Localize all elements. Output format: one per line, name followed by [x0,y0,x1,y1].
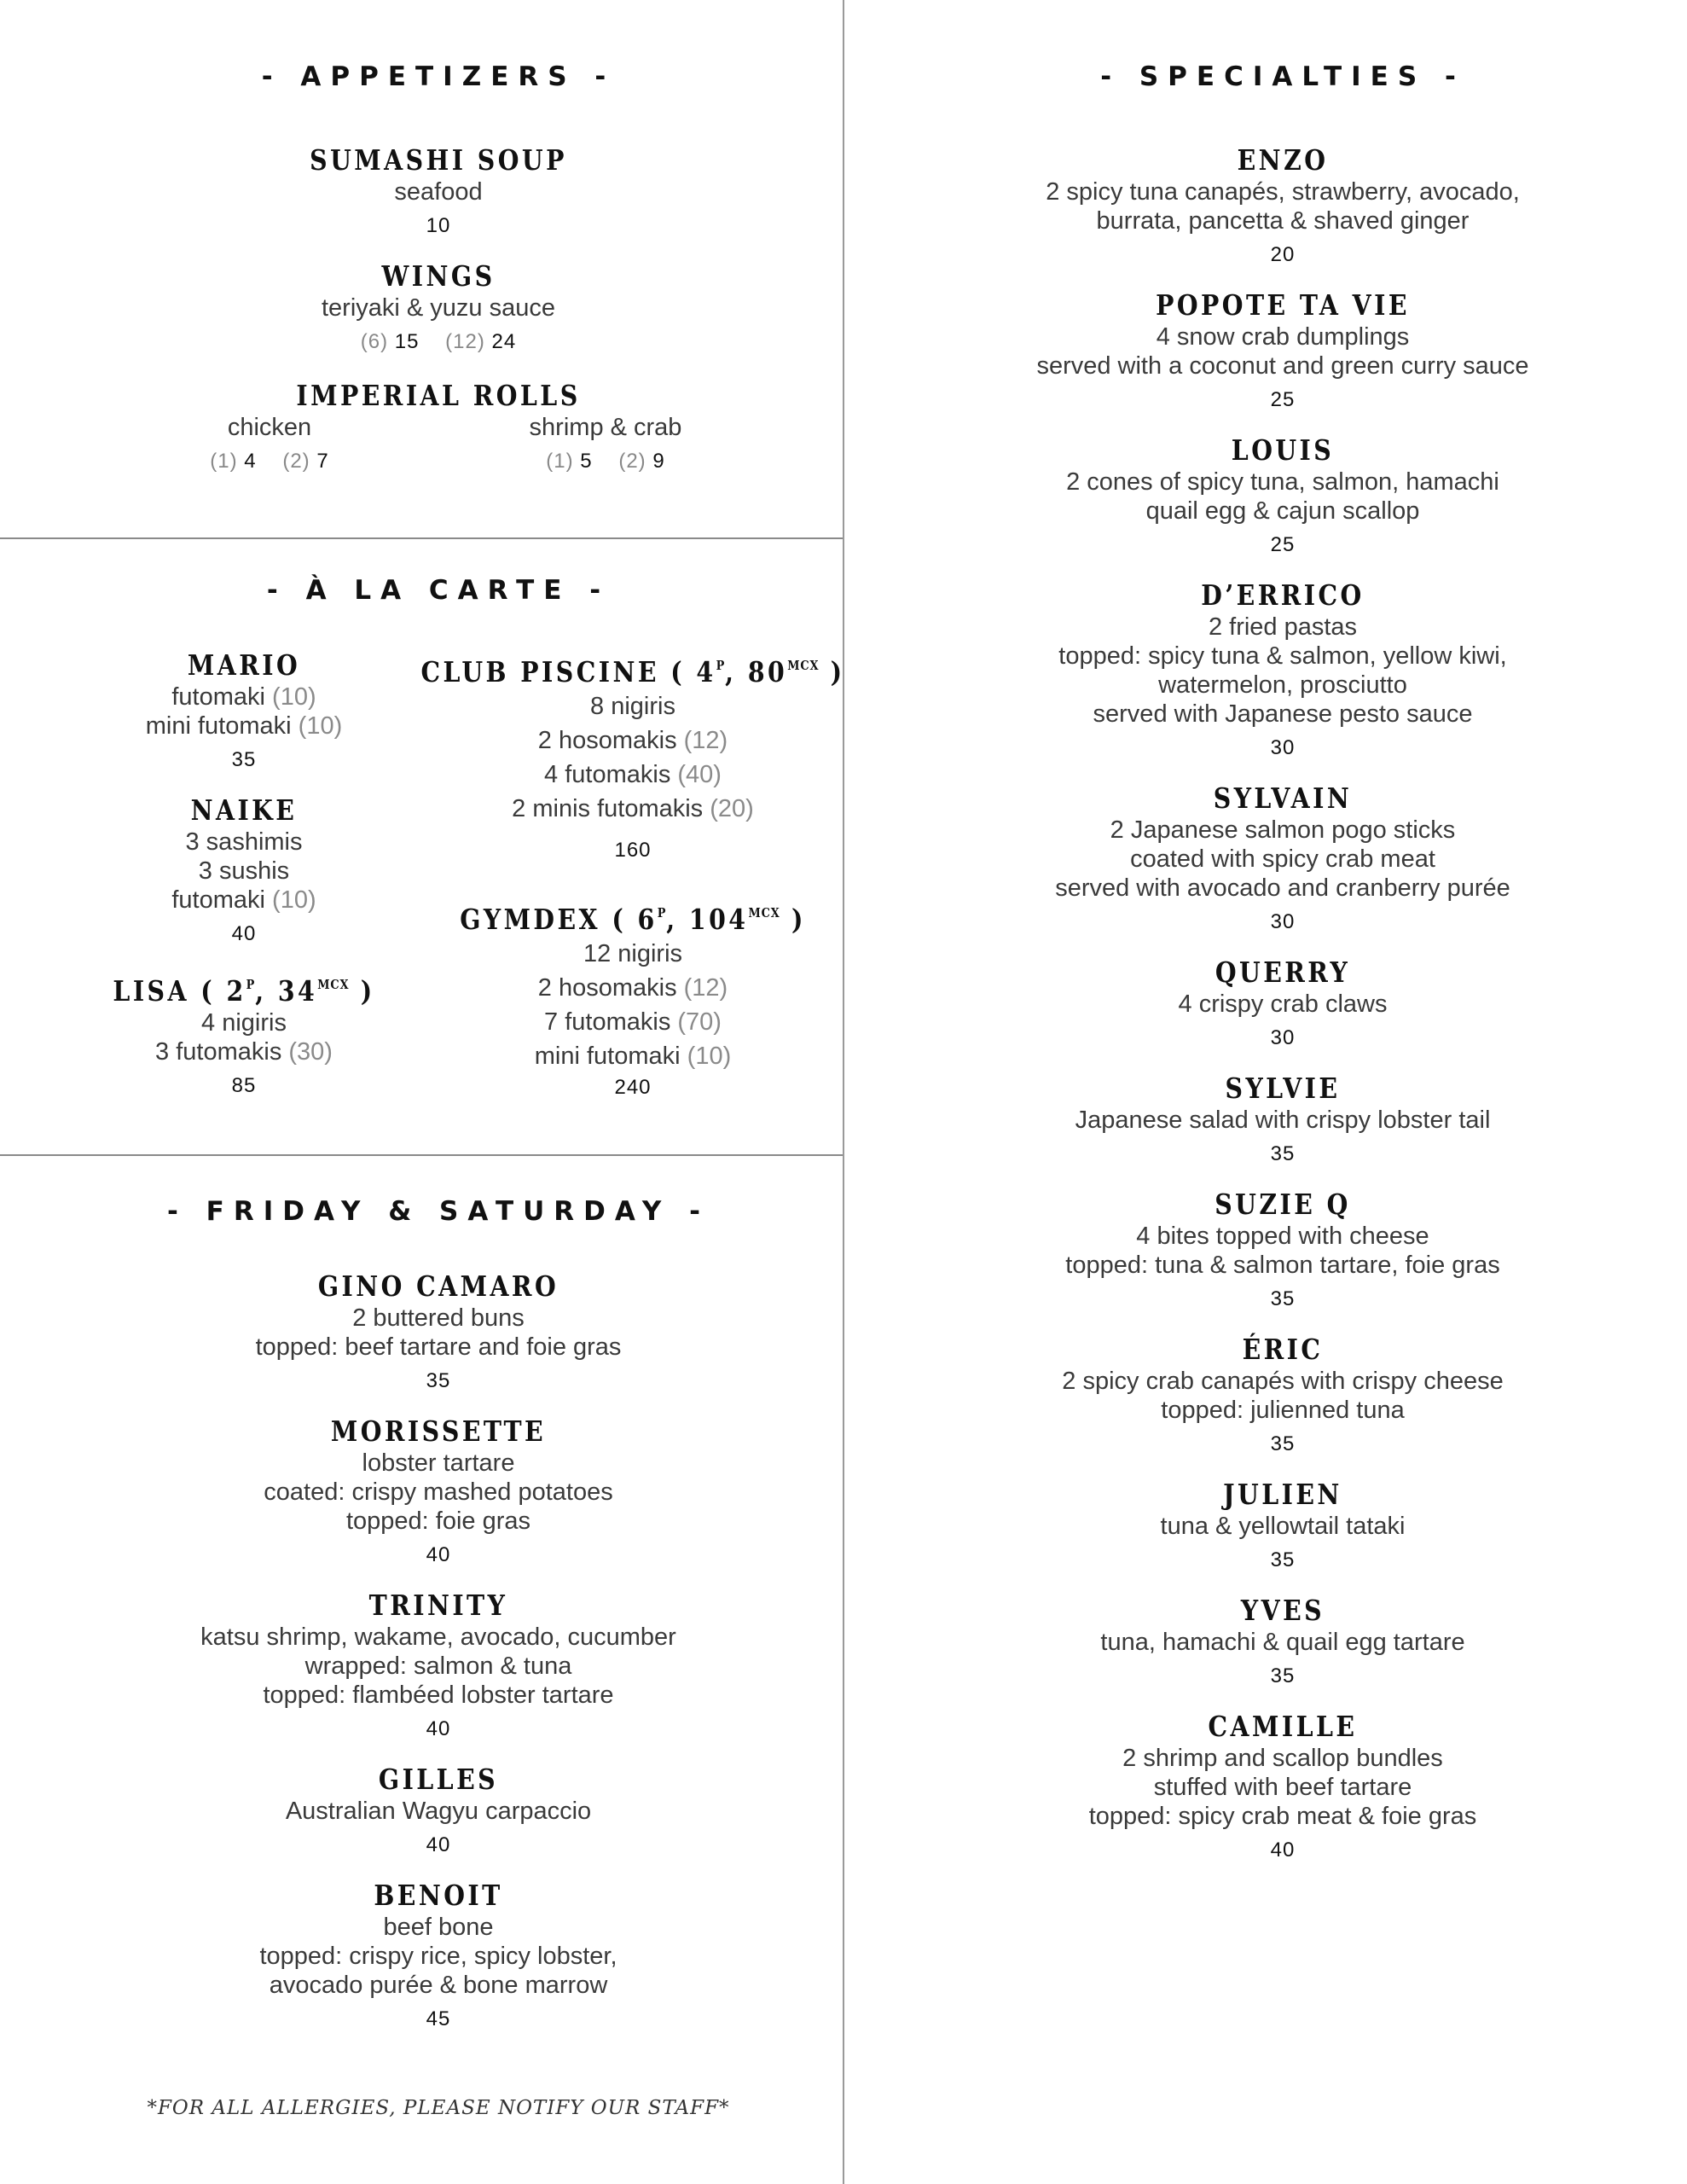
item-name: TRINITY [368,1589,508,1622]
item-name: YVES [1240,1594,1325,1627]
item-line: futomaki (10) [171,683,316,711]
item-name: NAIKE [190,793,298,827]
item-line: watermelon, prosciutto [1158,671,1407,699]
item-line: topped: spicy tuna & salmon, yellow kiwi, [1058,642,1507,670]
qty: (1) [210,450,238,473]
item-price: 40 [426,1717,451,1740]
item-enzo [1046,143,1520,270]
imperial-chicken [210,413,328,476]
item-name: SYLVAIN [1213,781,1353,815]
qty: (2) [282,450,310,473]
item-price [530,447,682,476]
item-mario [146,648,342,775]
item-name: JULIEN [1223,1478,1342,1511]
item-price: 25 [1270,533,1296,556]
item-eric [1062,1333,1503,1459]
item-derrico [1058,578,1506,763]
item-line: Australian Wagyu carpaccio [285,1798,592,1825]
item-line: Japanese salad with crispy lobster tail [1075,1107,1491,1134]
item-price: 30 [1270,910,1296,933]
item-line: 2 cones of spicy tuna, salmon, hamachi [1066,468,1499,496]
item-price: 35 [1270,1142,1296,1165]
item-gino-camaro [256,1269,622,1396]
item-line: topped: spicy crab meat & foie gras [1088,1803,1477,1830]
item-desc: teriyaki & yuzu sauce [321,294,556,322]
item-line: 2 hosomakis (12) [537,727,728,754]
price-value: 9 [652,450,665,473]
item-line: burrata, pancetta & shaved ginger [1096,207,1470,235]
item-desc: chicken [227,414,312,441]
item-price: 25 [1270,388,1296,411]
item-price: 30 [1270,736,1296,759]
heading-specialties: - SPECIALTIES - [1100,61,1465,92]
item-line: quail egg & cajun scallop [1145,497,1420,525]
item-price: 240 [614,1076,652,1099]
item-price: 160 [614,839,652,862]
item-line: topped: crispy rice, spicy lobster, [259,1943,617,1970]
item-price: 85 [231,1074,257,1097]
heading-appetizers: - APPETIZERS - [261,61,616,92]
item-line: 4 snow crab dumplings [1156,323,1410,351]
item-line: 3 futomakis (30) [155,1038,333,1066]
item-desc: shrimp & crab [529,414,682,441]
item-name: IMPERIAL ROLLS [296,379,581,412]
item-name: GILLES [378,1763,499,1796]
item-price: 35 [1270,1664,1296,1687]
item-line: 2 spicy tuna canapés, strawberry, avocado, [1046,178,1520,206]
item-price: 40 [426,1833,451,1856]
item-name: WINGS [381,259,496,293]
item-name: BENOIT [374,1879,503,1912]
item-line: beef bone [383,1914,494,1941]
item-price: 35 [1270,1548,1296,1571]
item-line: 4 crispy crab claws [1178,990,1388,1018]
item-name: MORISSETTE [330,1414,547,1448]
item-price: 35 [1270,1432,1296,1455]
item-line: 3 sashimis [185,828,303,856]
item-imperial-rolls [273,379,604,413]
item-price: 40 [1270,1838,1296,1862]
item-price [210,447,328,476]
item-name: SUMASHI SOUP [310,143,567,177]
item-price: 20 [1270,243,1296,266]
price-value: 4 [244,450,257,473]
item-name: LISA ( $2^P$, $34^{MCX}$ ) [113,974,375,1008]
item-line: topped: foie gras [345,1507,531,1535]
item-name: GYMDEX ( $6^P$, $104^{MCX}$ ) [460,903,806,936]
item-line: topped: julienned tuna [1161,1397,1405,1424]
item-popote-ta-vie [1036,288,1528,415]
item-gymdex [432,896,834,1102]
item-price: 40 [426,1543,451,1566]
item-line: coated: crispy mashed potatoes [264,1478,613,1506]
item-line: katsu shrimp, wakame, avocado, cucumber [200,1623,676,1651]
item-morissette [264,1414,612,1570]
item-line: 2 buttered buns [352,1304,525,1332]
item-name: QUERRY [1215,956,1351,989]
heading-friday-saturday: - FRIDAY & SATURDAY - [166,1196,710,1227]
price-value: 5 [580,450,593,473]
item-price: 45 [426,2007,451,2030]
item-line: 8 nigiris [590,693,675,720]
item-line: stuffed with beef tartare [1153,1774,1412,1801]
item-line: topped: beef tartare and foie gras [255,1333,622,1361]
item-line: 3 sushis [198,857,290,885]
item-line: 2 spicy crab canapés with crispy cheese [1062,1368,1504,1395]
item-price: 10 [426,214,451,237]
item-line: served with Japanese pesto sauce [1093,700,1473,728]
item-name: SUZIE Q [1215,1188,1351,1221]
qty: (12) [445,330,485,353]
allergy-note: *FOR ALL ALLERGIES, PLEASE NOTIFY OUR STAFF* [147,2097,730,2119]
item-line: wrapped: salmon & tuna [304,1653,572,1680]
item-line: 4 bites topped with cheese [1136,1223,1429,1250]
item-naike [171,793,316,949]
item-price: 35 [231,748,257,771]
item-line: 4 futomakis (40) [544,761,722,788]
item-line: futomaki (10) [171,886,316,914]
qty: (2) [618,450,646,473]
divider-appetizers [0,537,843,539]
item-name: POPOTE TA VIE [1156,288,1410,322]
item-name: D’ERRICO [1201,578,1365,612]
divider-carte [0,1154,843,1156]
item-price [322,328,555,357]
qty: (1) [546,450,574,473]
price-value: 24 [491,330,517,353]
item-line: 2 hosomakis (12) [537,974,728,1002]
item-name: CLUB PISCINE ( $4^P$, $80^{MCX}$ ) [420,655,845,688]
item-line: 2 Japanese salmon pogo sticks [1110,816,1456,844]
vertical-divider [843,0,844,2184]
item-line: served with avocado and cranberry purée [1055,874,1510,902]
item-suzie-q [1065,1188,1499,1314]
item-line: topped: flambéed lobster tartare [263,1682,614,1709]
item-line: avocado purée & bone marrow [269,1972,608,1999]
item-yves [1100,1594,1464,1691]
price-value: 15 [394,330,420,353]
item-line: 2 minis futomakis (20) [512,795,754,822]
item-line: served with a coconut and green curry sauce [1036,352,1529,380]
item-desc: seafood [394,178,483,206]
item-gilles [286,1763,591,1860]
item-wings [322,259,555,357]
item-price: 35 [1270,1287,1296,1310]
item-name: GINO CAMARO [317,1269,559,1303]
item-line: tuna, hamachi & quail egg tartare [1100,1629,1465,1656]
item-line: mini futomaki (10) [534,1043,732,1070]
item-line: 4 nigiris [201,1009,287,1037]
item-louis [1066,433,1499,560]
item-lisa [91,967,396,1101]
qty: (6) [360,330,389,353]
item-name: MARIO [187,648,301,682]
item-julien [1161,1478,1406,1575]
heading-a-la-carte: - À LA CARTE - [266,575,611,606]
item-sylvain [1055,781,1510,937]
item-line: coated with spicy crab meat [1130,845,1435,873]
price-value: 7 [316,450,329,473]
item-querry [1179,956,1388,1053]
item-name: CAMILLE [1208,1710,1358,1743]
item-line: 7 futomakis (70) [544,1008,722,1036]
item-name: ÉRIC [1242,1333,1324,1366]
item-club-piscine [386,648,879,865]
item-price: 30 [1270,1026,1296,1049]
item-line: 2 shrimp and scallop bundles [1122,1745,1443,1772]
item-sylvie [1075,1072,1491,1169]
item-benoit [259,1879,617,2034]
imperial-shrimp-crab [530,413,682,476]
item-line: lobster tartare [362,1449,515,1477]
item-line: topped: tuna & salmon tartare, foie gras [1065,1252,1500,1279]
item-name: ENZO [1237,143,1329,177]
item-price: 35 [426,1369,451,1392]
item-line: 2 fried pastas [1208,613,1358,641]
item-camille [1089,1710,1477,1865]
item-sumashi-soup [289,143,588,241]
item-price: 40 [231,922,257,945]
item-name: SYLVIE [1225,1072,1341,1105]
item-line: 12 nigiris [583,940,683,967]
item-line: tuna & yellowtail tataki [1160,1513,1406,1540]
item-line: mini futomaki (10) [145,712,343,740]
item-name: LOUIS [1231,433,1335,467]
item-trinity [200,1589,676,1744]
